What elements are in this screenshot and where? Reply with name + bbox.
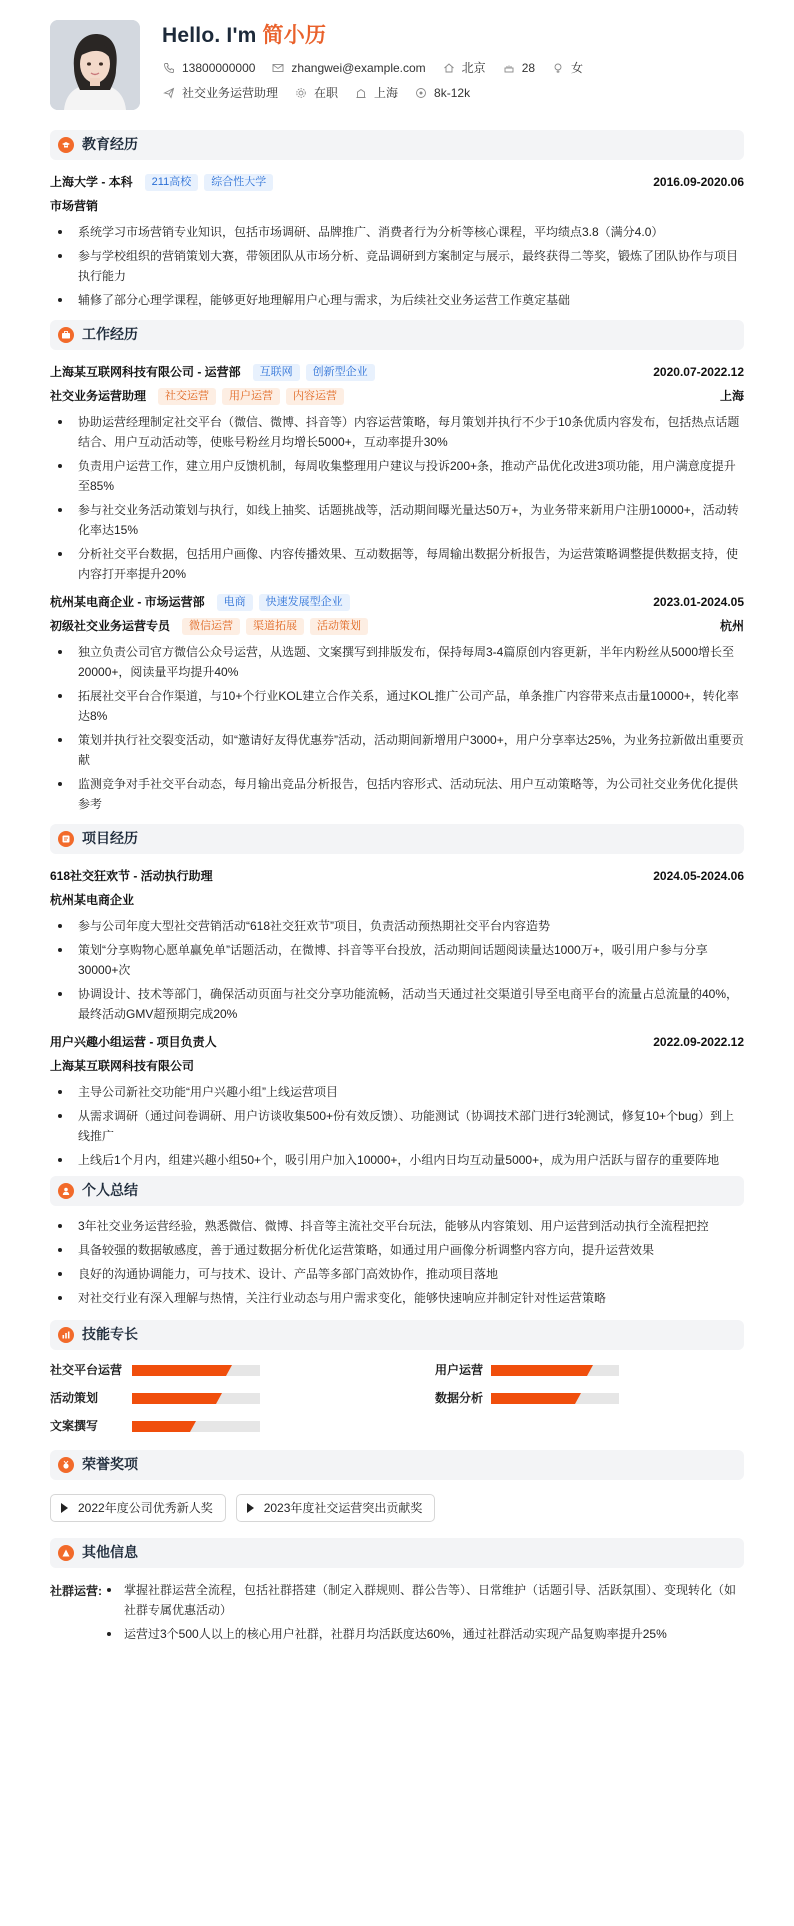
projects-title: 项目经历 xyxy=(82,830,138,847)
play-icon xyxy=(247,1503,254,1513)
list-item: 拓展社交平台合作渠道，与10+个行业KOL建立合作关系，通过KOL推广公司产品，单条推广内容带来点击量10000+，转化率达8% xyxy=(50,686,744,726)
role-tag: 社交运营 xyxy=(158,388,216,405)
awards-section xyxy=(50,1450,744,1522)
job-date: 2023.01-2024.05 xyxy=(653,594,744,609)
list-item: 掌握社群运营全流程，包括社群搭建（制定入群规则、群公告等）、日常维护（话题引导、活跃氛围）、变现转化（如社群专属优惠活动） xyxy=(106,1580,744,1620)
skills-grid xyxy=(50,1360,744,1434)
target-city: 上海 xyxy=(374,86,399,100)
project-name: 618社交狂欢节 - 活动执行助理 xyxy=(50,868,213,883)
education-title: 教育经历 xyxy=(82,136,138,153)
skill-name: 社交平台运营 xyxy=(50,1362,123,1377)
phone-icon xyxy=(162,61,176,75)
candidate-name: 简小历 xyxy=(262,24,327,47)
age-value: 28 xyxy=(521,61,536,75)
role-tag: 内容运营 xyxy=(286,388,344,405)
skill-fill xyxy=(132,1421,190,1432)
home-icon xyxy=(442,61,456,75)
chart-icon xyxy=(58,1327,74,1343)
cake-icon xyxy=(502,61,516,75)
expected-salary: 8k-12k xyxy=(434,86,471,100)
list-item: 参与公司年度大型社交营销活动“618社交狂欢节”项目，负责活动预热期社交平台内容造势 xyxy=(50,916,744,936)
skill-bar xyxy=(132,1365,260,1376)
project-date: 2024.05-2024.06 xyxy=(653,868,744,883)
job-location: 杭州 xyxy=(719,618,744,633)
school-tag: 综合性大学 xyxy=(204,174,273,191)
award-item xyxy=(236,1494,436,1522)
list-item: 分析社交平台数据，包括用户画像、内容传播效果、互动数据等，每周输出数据分析报告，为运营策略调整提供数据支持，使内容打开率提升20% xyxy=(50,544,744,584)
job-location: 上海 xyxy=(719,388,744,403)
project-org: 杭州某电商企业 xyxy=(50,892,135,907)
list-item: 上线后1个月内，组建兴趣小组50+个，吸引用户加入10000+，小组内日均互动量5000+，成为用户活跃与留存的重要阵地 xyxy=(50,1150,744,1170)
role-tag: 微信运营 xyxy=(182,618,240,635)
skills-section xyxy=(50,1320,744,1434)
list-item: 从需求调研（通过问卷调研、用户访谈收集500+份有效反馈）、功能测试（协调技术部门进行3轮测试，修复10+个bug）到上线推广 xyxy=(50,1106,744,1146)
list-item: 对社交行业有深入理解与热情，关注行业动态与用户需求变化，能够快速响应并制定针对性运营策略 xyxy=(50,1288,744,1308)
school-name: 上海大学 - 本科 xyxy=(50,174,133,189)
project-name: 用户兴趣小组运营 - 项目负责人 xyxy=(50,1034,217,1049)
greeting-title xyxy=(162,22,599,50)
building-icon xyxy=(354,86,368,100)
target-job: 社交业务运营助理 xyxy=(182,86,279,100)
company-tag: 互联网 xyxy=(253,364,300,381)
email-address: zhangwei@example.com xyxy=(291,61,426,75)
skill-fill xyxy=(491,1365,587,1376)
job-date: 2020.07-2022.12 xyxy=(653,364,744,379)
skill-bar xyxy=(132,1421,260,1432)
skill-bar xyxy=(491,1365,619,1376)
list-item: 良好的沟通协调能力，可与技术、设计、产品等多部门高效协作，推动项目落地 xyxy=(50,1264,744,1284)
play-icon xyxy=(61,1503,68,1513)
summary-section xyxy=(50,1176,744,1308)
phone-number: 13800000000 xyxy=(182,61,256,75)
job-role: 社交业务运营助理 xyxy=(50,388,147,403)
skill-item xyxy=(50,1362,397,1378)
list-item: 参与社交业务活动策划与执行，如线上抽奖、话题挑战等，活动期间曝光量达50万+，为业务带来新用户注册10000+，活动转化率达15% xyxy=(50,500,744,540)
role-tag: 用户运营 xyxy=(222,388,280,405)
company-name: 上海某互联网科技有限公司 - 运营部 xyxy=(50,364,241,379)
list-item: 协调设计、技术等部门，确保活动页面与社交分享功能流畅，活动当天通过社交渠道引导至电商平台的流量占总流量的40%，最终活动GMV超预期完成20% xyxy=(50,984,744,1024)
job-role: 初级社交业务运营专员 xyxy=(50,618,171,633)
work-title: 工作经历 xyxy=(82,326,138,343)
awards-title: 荣誉奖项 xyxy=(82,1456,138,1473)
major: 市场营销 xyxy=(50,198,99,213)
list-item: 负责用户运营工作，建立用户反馈机制，每周收集整理用户建议与投诉200+条，推动产品优化改进3项功能，用户满意度提升至85% xyxy=(50,456,744,496)
list-item: 3年社交业务运营经验，熟悉微信、微博、抖音等主流社交平台玩法，能够从内容策划、用户运营到活动执行全流程把控 xyxy=(50,1216,744,1236)
list-item: 监测竞争对手社交平台动态，每月输出竞品分析报告，包括内容形式、活动玩法、用户互动策略等，为公司社交业务优化提供参考 xyxy=(50,774,744,814)
list-item: 运营过3个500人以上的核心用户社群，社群月均活跃度达60%，通过社群活动实现产品复购率提升25% xyxy=(106,1624,744,1644)
medal-icon xyxy=(58,1457,74,1473)
projects-section xyxy=(50,824,744,1170)
person-icon xyxy=(58,1183,74,1199)
summary-title: 个人总结 xyxy=(82,1182,138,1199)
skill-name: 数据分析 xyxy=(435,1390,484,1405)
avatar-portrait-icon xyxy=(50,20,140,110)
skill-fill xyxy=(132,1365,226,1376)
company-tag: 创新型企业 xyxy=(306,364,375,381)
skill-fill xyxy=(132,1393,216,1404)
skill-name: 文案撰写 xyxy=(50,1418,99,1433)
other-title: 其他信息 xyxy=(82,1544,138,1561)
award-label: 2022年度公司优秀新人奖 xyxy=(78,1500,213,1515)
other-section xyxy=(50,1538,744,1648)
status-gear-icon xyxy=(294,86,308,100)
company-tag: 电商 xyxy=(217,594,253,611)
project-org: 上海某互联网科技有限公司 xyxy=(50,1058,195,1073)
current-city: 北京 xyxy=(461,61,486,75)
skill-item xyxy=(397,1362,744,1378)
education-icon xyxy=(58,137,74,153)
project-icon xyxy=(58,831,74,847)
gender-icon xyxy=(551,61,565,75)
list-item: 参与学校组织的营销策划大赛，带领团队从市场分析、竞品调研到方案制定与展示，最终获得二等奖，锻炼了团队协作与项目执行能力 xyxy=(50,246,744,286)
skill-bar xyxy=(132,1393,260,1404)
other-label: 社群运营: xyxy=(50,1584,102,1598)
list-item: 独立负责公司官方微信公众号运营，从选题、文案撰写到排版发布，保持每周3-4篇原创内容更新，半年内粉丝从5000增长至20000+，阅读量平均提升40% xyxy=(50,642,744,682)
skill-item xyxy=(50,1418,397,1434)
skill-name: 活动策划 xyxy=(50,1390,99,1405)
skill-fill xyxy=(491,1393,575,1404)
gender-value: 女 xyxy=(571,61,584,75)
skill-item xyxy=(397,1390,744,1406)
list-item: 策划并执行社交裂变活动，如“邀请好友得优惠券”活动，活动期间新增用户3000+，用户分享率达25%，为业务拉新做出重要贡献 xyxy=(50,730,744,770)
list-item: 策划“分享购物心愿单赢免单”话题活动，在微博、抖音等平台投放，活动期间话题阅读量达1000万+，吸引用户参与分享30000+次 xyxy=(50,940,744,980)
skill-bar xyxy=(491,1393,619,1404)
greeting-text: Hello. I'm xyxy=(162,24,263,47)
education-date: 2016.09-2020.06 xyxy=(653,174,744,189)
skill-item xyxy=(50,1390,397,1406)
info-icon xyxy=(58,1545,74,1561)
skill-name: 用户运营 xyxy=(435,1362,484,1377)
briefcase-icon xyxy=(58,327,74,343)
work-section xyxy=(50,320,744,814)
company-name: 杭州某电商企业 - 市场运营部 xyxy=(50,594,205,609)
school-tag: 211高校 xyxy=(145,174,199,191)
role-tag: 渠道拓展 xyxy=(246,618,304,635)
list-item: 主导公司新社交功能“用户兴趣小组”上线运营项目 xyxy=(50,1082,744,1102)
employment-status: 在职 xyxy=(314,86,339,100)
education-section xyxy=(50,130,744,310)
award-item xyxy=(50,1494,226,1522)
skills-title: 技能专长 xyxy=(82,1326,138,1343)
project-date: 2022.09-2022.12 xyxy=(653,1034,744,1049)
resume-header xyxy=(50,20,744,130)
email-icon xyxy=(271,61,285,75)
list-item: 协助运营经理制定社交平台（微信、微博、抖音等）内容运营策略，每月策划并执行不少于10条优质内容发布，包括热点话题结合、用户互动活动等，使账号粉丝月均增长5000+，互动率提升30% xyxy=(50,412,744,452)
send-icon xyxy=(162,86,176,100)
award-label: 2023年度社交运营突出贡献奖 xyxy=(263,1500,423,1515)
salary-icon xyxy=(414,86,428,100)
list-item: 系统学习市场营销专业知识，包括市场调研、品牌推广、消费者行为分析等核心课程，平均绩点3.8（满分4.0） xyxy=(50,222,744,242)
list-item: 辅修了部分心理学课程，能够更好地理解用户心理与需求，为后续社交业务运营工作奠定基础 xyxy=(50,290,744,310)
avatar xyxy=(50,20,140,110)
role-tag: 活动策划 xyxy=(310,618,368,635)
list-item: 具备较强的数据敏感度，善于通过数据分析优化运营策略，如通过用户画像分析调整内容方向，提升运营效果 xyxy=(50,1240,744,1260)
company-tag: 快速发展型企业 xyxy=(259,594,350,611)
